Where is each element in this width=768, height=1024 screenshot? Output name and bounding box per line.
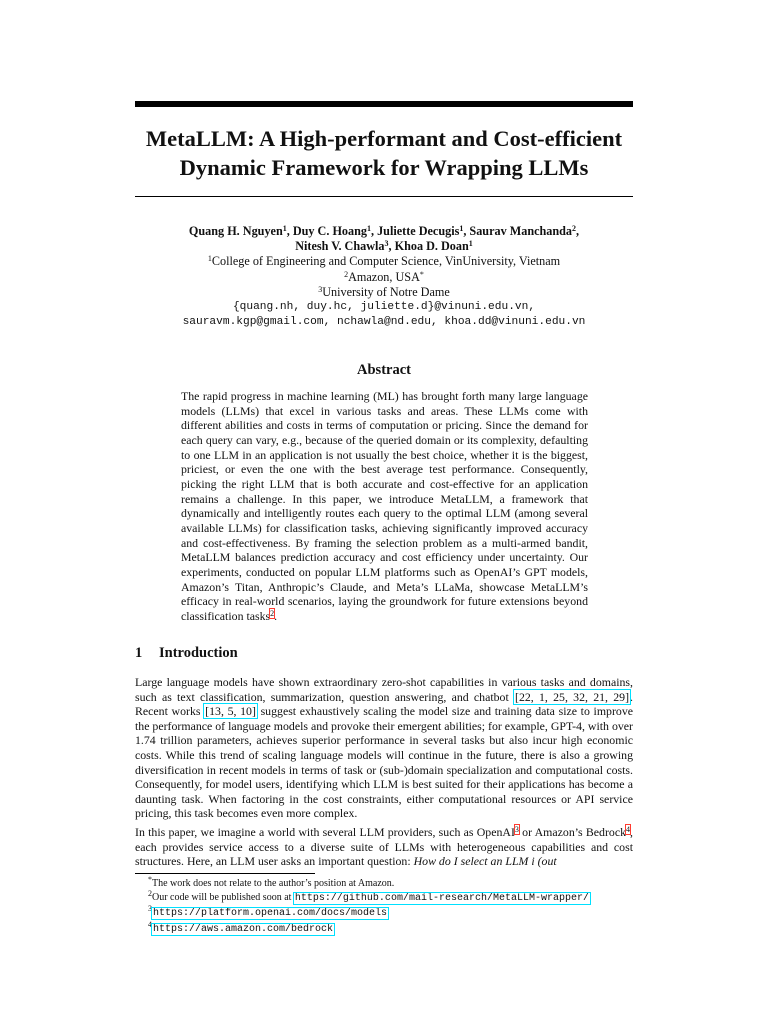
paper-title [135,124,633,182]
footnote-ref-4[interactable]: 4 [626,825,631,834]
title-line-1: MetaLLM: A High-performant and Cost-efficient [145,126,623,151]
affiliation-2: $^2$Amazon, USA* [344,269,424,284]
footnote-4: $^4$https://aws.amazon.com/bedrock [148,919,334,935]
email-line-2: sauravm.kgp@gmail.com, nchawla@nd.edu, khoa.dd@vinuni.edu.vn [182,316,586,329]
author-4: Saurav Manchanda [469,224,573,238]
footnote-ref-3[interactable]: 3 [514,825,519,834]
abstract-body: The rapid progress in machine learning (ML) has brought forth many large language models (LLMs) that excel in various tasks and areas. These LLMs come with different abilities and costs in terms of computation or pricing. Since the demand for each query can vary, e.g., because of the queried domain or its complexity, defaulting to one LLM in an application is not usually the best choice, whether it is the biggest, priciest, or even the one with the best average test performance. Consequently, picking the right LLM that is both accurate and cost-effective for an application remains a challenge. In this paper, we introduce MetaLLM, a framework that dynamically and intelligently routes each query to the optimal LLM (among several available LLMs) for classification tasks, achieving significantly improved accuracy and cost-effectiveness. By framing the selection problem as a multi-armed bandit, MetaLLM balances prediction accuracy and cost efficiency under uncertainty. Our experiments, conducted on popular LLM platforms such as OpenAI’s GPT models, Amazon’s Titan, Anthropic’s Claude, and Meta’s LLaMa, showcase MetaLLM’s efficacy in real-world scenarios, laying the groundwork for future extensions beyond classification tasks$^2$. [181,389,588,623]
title-top-rule [135,101,633,107]
affiliation-3: $^3$University of Notre Dame [318,284,450,299]
author-2: Duy C. Hoang [292,224,367,238]
citation-group-1[interactable]: [22, 1, 25, 32, 21, 29] [515,689,630,704]
footnote-rule [135,873,315,874]
openai-link[interactable]: https://platform.openai.com/docs/models [153,908,388,920]
author-3: Juliette Decugis [377,224,460,238]
abstract-heading: Abstract [357,362,411,378]
intro-paragraph-1: Large language models have shown extraordinary zero-shot capabilities in various tasks and domains, such as text classification, summarization, question answering, and chatbot [22, 1, 25, 32, 21, 29]. Recent works [13, 5, 10] suggest exhaustively scaling the model size and training data size to improve the performance of language models and provoke their emergent abilities; for example, GPT-4, with over 1.74 trillion parameters, achieves superior performance in several tasks but also incur high economic costs. While this trend of scaling language models will continue in the future, there is also a growing diversification in recent models in terms of task or (sub-)domain specialization and computational costs. Consequently, for model users, identifying which LLM is best suited for their applications has become a daunting task. When factoring in the cost constraints, either computational resources or API service pricing, this task becomes even more complex. [135,675,634,821]
author-1: Quang H. Nguyen [188,224,283,238]
footnotes [148,877,590,937]
code-link[interactable]: https://github.com/mail-research/MetaLLM-wrapper/ [294,893,589,905]
footnote-3: $^3$https://platform.openai.com/docs/models [148,904,388,920]
citation-group-2[interactable]: [13, 5, 10] [205,704,256,719]
title-bottom-rule [135,196,633,197]
footnote-ref-2[interactable]: 2 [270,608,275,618]
title-line-2: Dynamic Framework for Wrapping LLMs [179,155,589,180]
intro-paragraph-2: In this paper, we imagine a world with several LLM providers, such as OpenAI$^3$ or Amazon’s Bedrock$^4$, each provides service access to a diverse suite of LLMs with heterogeneous capabilities and cost structures. Here, an LLM user asks an important question: How do I select an LLM i (out [135,825,633,869]
footnote-1: *The work does not relate to the author’s position at Amazon. [148,875,395,889]
email-line-1: {quang.nh, duy.hc, juliette.d}@vinuni.edu.vn, [232,301,536,314]
bedrock-link[interactable]: https://aws.amazon.com/bedrock [153,923,334,935]
author-5: Nitesh V. Chawla [295,239,385,254]
author-block [135,224,633,330]
section-heading-introduction: 1 Introduction [135,645,238,661]
affiliation-1: $^1$College of Engineering and Computer Science, VinUniversity, Vietnam [207,254,561,269]
footnote-2: $^2$Our code will be published soon at https://github.com/mail-research/MetaLLM-wrapper/ [148,889,589,905]
author-6: Khoa D. Doan [394,239,469,254]
author-names: Quang H. Nguyen$^1$, Duy C. Hoang$^1$, Juliette Decugis$^1$, Saurav Manchanda$^2$, Nitesh V. Chawla$^3$, Khoa D. Doan$^1$ [188,224,580,254]
